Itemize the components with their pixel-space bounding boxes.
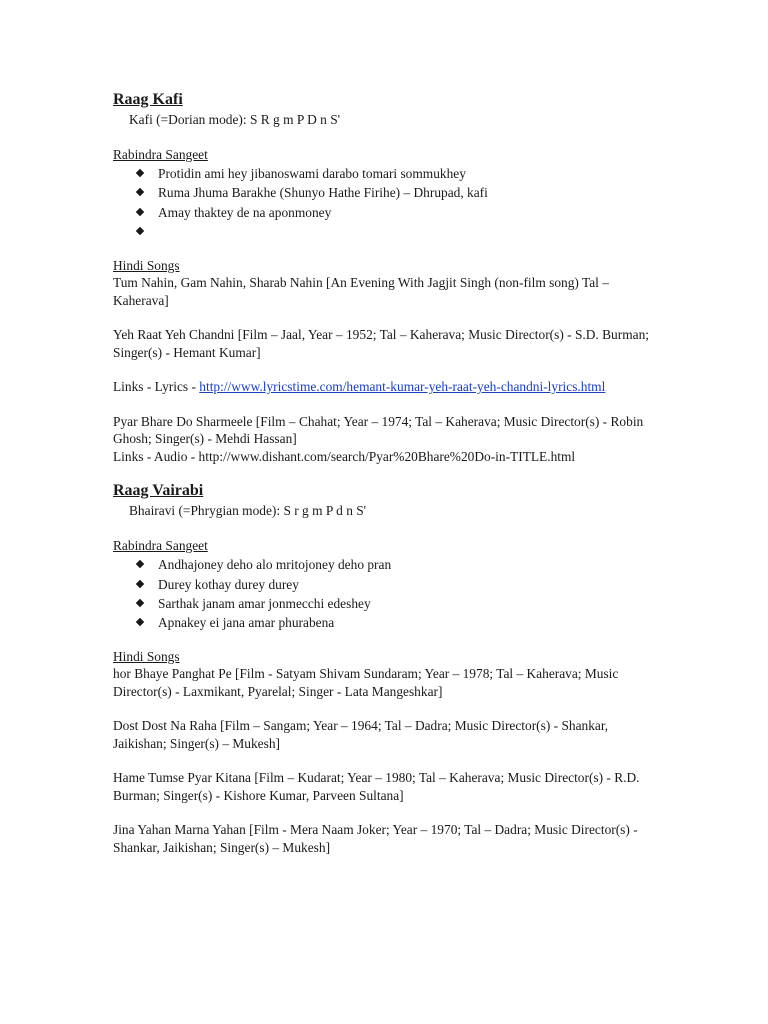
rabindra-list-1 (113, 164, 653, 242)
diamond-bullet-icon (136, 188, 144, 196)
song-entry: Yeh Raat Yeh Chandni [Film – Jaal, Year – 1952; Tal – Kaherava; Music Director(s) - S.D. Burman; Singer(s) - Hemant Kumar] (113, 327, 649, 360)
audio-links: Links - Audio - http://www.dishant.com/search/Pyar%20Bhare%20Do-in-TITLE.html (113, 448, 576, 464)
section-title-raag-vairabi: Raag Vairabi (113, 482, 204, 500)
hindi-songs-heading-1: Hindi Songs (113, 257, 180, 273)
lyrics-links-label: Links - Lyrics - (113, 379, 200, 395)
diamond-bullet-icon (136, 169, 144, 177)
song-entry: Hame Tumse Pyar Kitana [Film – Kudarat; Year – 1980; Tal – Kaherava; Music Director(s) - R.D. Burman; Singer(s) - Kishore Kumar, Parveen Sultana] (113, 770, 640, 803)
lyrics-links (113, 378, 653, 396)
diamond-bullet-icon (136, 618, 144, 626)
list-item: Sarthak janam amar jonmecchi edeshey (137, 594, 653, 613)
diamond-bullet-icon (136, 560, 144, 568)
hindi-songs-heading-2: Hindi Songs (113, 648, 180, 664)
diamond-bullet-icon (136, 227, 144, 235)
song-entry: hor Bhaye Panghat Pe [Film - Satyam Shivam Sundaram; Year – 1978; Tal – Kaherava; Music Director(s) - Laxmikant, Pyarelal; Singer - Lata Mangeshkar] (113, 666, 619, 699)
rabindra-sangeet-heading-1: Rabindra Sangeet (113, 146, 208, 162)
song-entry: Dost Dost Na Raha [Film – Sangam; Year – 1964; Tal – Dadra; Music Director(s) - Shankar, Jaikishan; Singer(s) – Mukesh] (113, 718, 609, 751)
diamond-bullet-icon (136, 599, 144, 607)
list-item: Andhajoney deho alo mritojoney deho pran (137, 555, 653, 574)
list-item: Amay thaktey de na aponmoney (137, 203, 653, 222)
song-entry: Tum Nahin, Gam Nahin, Sharab Nahin [An Evening With Jagjit Singh (non-film song) Tal – Kaherava] (113, 275, 609, 308)
lyrics-link[interactable]: http://www.lyricstime.com/hemant-kumar-yeh-raat-yeh-chandni-lyrics.html (199, 379, 606, 395)
list-item: Protidin ami hey jibanoswami darabo tomari sommukhey (137, 164, 653, 183)
list-item: Apnakey ei jana amar phurabena (137, 613, 653, 632)
raag-kafi-mode: Kafi (=Dorian mode): S R g m P D n S' (129, 112, 341, 127)
diamond-bullet-icon (136, 208, 144, 216)
song-entry: Jina Yahan Marna Yahan [Film - Mera Naam Joker; Year – 1970; Tal – Dadra; Music Director(s) - Shankar, Jaikishan; Singer(s) – Mukesh] (113, 822, 638, 855)
raag-vairabi-mode: Bhairavi (=Phrygian mode): S r g m P d n S' (129, 503, 367, 519)
rabindra-list-2 (113, 555, 653, 633)
rabindra-sangeet-heading-2: Rabindra Sangeet (113, 537, 208, 553)
list-item: Durey kothay durey durey (137, 575, 653, 594)
list-item: Ruma Jhuma Barakhe (Shunyo Hathe Firihe) – Dhrupad, kafi (137, 183, 653, 202)
diamond-bullet-icon (136, 579, 144, 587)
list-item (137, 222, 653, 241)
document-page (113, 90, 653, 856)
song-entry: Pyar Bhare Do Sharmeele [Film – Chahat; Year – 1974; Tal – Kaherava; Music Director(s) - Robin Ghosh; Singer(s) - Mehdi Hassan] (113, 413, 644, 447)
section-title-raag-kafi: Raag Kafi (113, 91, 183, 108)
